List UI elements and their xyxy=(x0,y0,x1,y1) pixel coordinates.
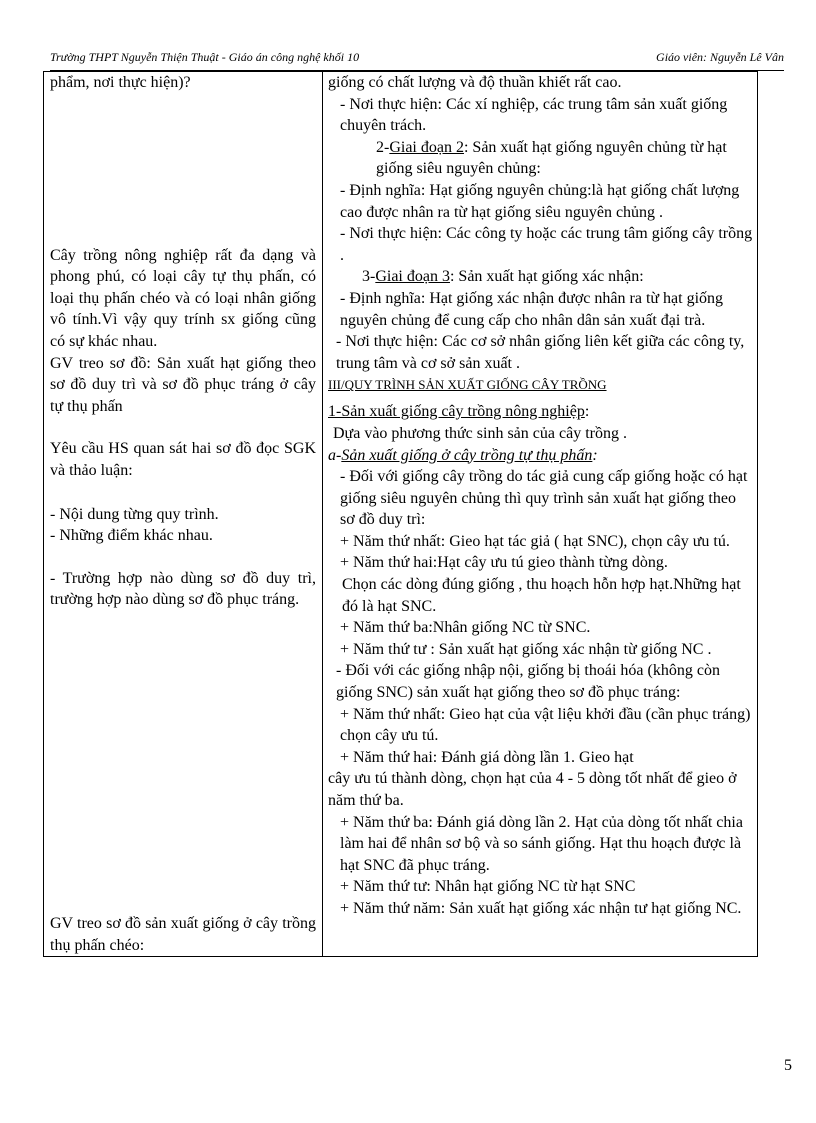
right-restoration-year-3: + Năm thứ ba: Đánh giá dòng lần 2. Hạt của dòng tốt nhất chia làm hai để nhân sơ bộ và so sánh giống. Hạt thu hoạch được là hạt SNC đã phục tráng. xyxy=(340,813,743,874)
right-year-3: + Năm thứ ba:Nhân giống NC từ SNC. xyxy=(340,619,591,637)
right-restoration-year-4: + Năm thứ tư: Nhân hạt giống NC từ hạt SNC xyxy=(340,878,636,896)
right-place-1: - Nơi thực hiện: Các xí nghiệp, các trung tâm sản xuất giống chuyên trách. xyxy=(340,95,728,135)
right-year-1: + Năm thứ nhất: Gieo hạt tác giả ( hạt SNC), chọn cây ưu tú. xyxy=(340,532,730,550)
right-definition-nc: - Định nghĩa: Hạt giống nguyên chủng:là hạt giống chất lượng cao được nhân ra từ hạt giống siêu nguyên chủng . xyxy=(340,181,740,221)
stage-2-text: : Sản xuất hạt giống nguyên chủng từ hạt giống siêu nguyên chủng: xyxy=(376,138,727,178)
section-heading-iii: III/QUY TRÌNH SẢN XUẤT GIỐNG CÂY TRỒNG xyxy=(328,377,607,393)
stage-3-text: : Sản xuất hạt giống xác nhận: xyxy=(449,268,644,286)
right-restoration-year-1: + Năm thứ nhất: Gieo hạt của vật liệu khởi đầu (cần phục tráng) chọn cây ưu tú. xyxy=(340,705,751,745)
left-intro-paragraph: Cây trồng nông nghiệp rất đa dạng và phong phú, có loại cây tự thụ phấn, có loại thụ phấn chéo và có loại nhân giống vô tính.Vì vậy quy trính sx giống cũng có sự khác nhau. xyxy=(50,246,316,350)
header-school: Trường THPT Nguyễn Thiện Thuật - Giáo án công nghệ khối 10 xyxy=(50,50,360,64)
right-year-2: + Năm thứ hai:Hạt cây ưu tú gieo thành từng dòng. xyxy=(340,554,668,572)
sub-heading-1-label: 1-Sản xuất giống cây trồng nông nghiệp xyxy=(328,403,585,421)
sub-heading-a-label: Sản xuất giống ở cây trồng tự thụ phấn xyxy=(341,446,593,464)
left-case-question: - Trường hợp nào dùng sơ đồ duy trì, trường hợp nào dùng sơ đồ phục tráng. xyxy=(50,569,316,609)
right-year-4: + Năm thứ tư : Sản xuất hạt giống xác nhận từ giống NC . xyxy=(340,640,712,658)
sub-heading-1-colon: : xyxy=(584,403,590,421)
stage-2-number: 2- xyxy=(376,138,390,156)
right-place-2: - Nơi thực hiện: Các công ty hoặc các trung tâm giống cây trồng . xyxy=(340,225,753,264)
right-year-2-detail: Chọn các dòng đúng giống , thu hoạch hỗn hợp hạt.Những hạt đó là hạt SNC. xyxy=(342,576,741,615)
sub-heading-a-prefix: a- xyxy=(328,446,342,464)
left-item-differences: - Những điểm khác nhau. xyxy=(50,527,213,545)
left-discussion-prompt: Yêu cầu HS quan sát hai sơ đồ đọc SGK và thảo luận: xyxy=(50,440,316,479)
page-number: 5 xyxy=(784,1057,792,1074)
teacher-activity-column xyxy=(44,72,323,957)
stage-3-number: 3- xyxy=(362,268,376,286)
right-restoration-year-2: + Năm thứ hai: Đánh giá dòng lần 1. Gieo hạt xyxy=(340,748,634,766)
left-top-text: phẩm, nơi thực hiện)? xyxy=(50,74,191,91)
sub-heading-a-colon: : xyxy=(592,446,598,464)
stage-3-label: Giai đoạn 3 xyxy=(375,268,450,286)
stage-2-heading xyxy=(328,137,753,180)
right-basis-line: Dựa vào phương thức sinh sản của cây trồng . xyxy=(333,424,627,442)
right-maintenance-intro: - Đối với giống cây trồng do tác giả cung cấp giống hoặc có hạt giống siêu nguyên chủng thì quy trình sản xuất hạt giống theo sơ đồ duy trì: xyxy=(340,468,748,529)
stage-2-label: Giai đoạn 2 xyxy=(389,138,464,156)
right-line-quality: giống có chất lượng và độ thuần khiết rất cao. xyxy=(328,74,622,91)
left-diagram-note: GV treo sơ đồ: Sản xuất hạt giống theo sơ đồ duy trì và sơ đồ phục tráng ở cây tự thụ phấn xyxy=(50,354,316,415)
right-definition-xn: - Định nghĩa: Hạt giống xác nhận được nhân ra từ hạt giống nguyên chủng để cung cấp cho nhân dân sản xuất đại trà. xyxy=(340,289,724,329)
sub-heading-1 xyxy=(328,401,753,423)
lesson-table xyxy=(43,71,758,957)
content-column xyxy=(323,72,758,957)
right-restoration-year-2-detail: cây ưu tú thành dòng, chọn hạt của 4 - 5 dòng tốt nhất để gieo ở năm thứ ba. xyxy=(328,770,737,809)
sub-heading-a xyxy=(328,445,753,467)
stage-3-heading xyxy=(328,266,753,288)
right-place-3: - Nơi thực hiện: Các cơ sở nhân giống liên kết giữa các công ty, trung tâm và cơ sở sản xuất . xyxy=(336,333,745,372)
left-cross-pollination-note: GV treo sơ đồ sản xuất giống ở cây trồng thụ phấn chéo: xyxy=(50,914,316,954)
right-restoration-intro: - Đối với các giống nhập nội, giống bị thoái hóa (không còn giống SNC) sản xuất hạt giống theo sơ đồ phục tráng: xyxy=(336,662,720,702)
page-header xyxy=(50,44,784,71)
right-restoration-year-5: + Năm thứ năm: Sản xuất hạt giống xác nhận tư hạt giống NC. xyxy=(340,899,742,917)
left-item-content: - Nội dung từng quy trình. xyxy=(50,505,219,523)
header-teacher: Giáo viên: Nguyễn Lê Vân xyxy=(656,50,784,64)
